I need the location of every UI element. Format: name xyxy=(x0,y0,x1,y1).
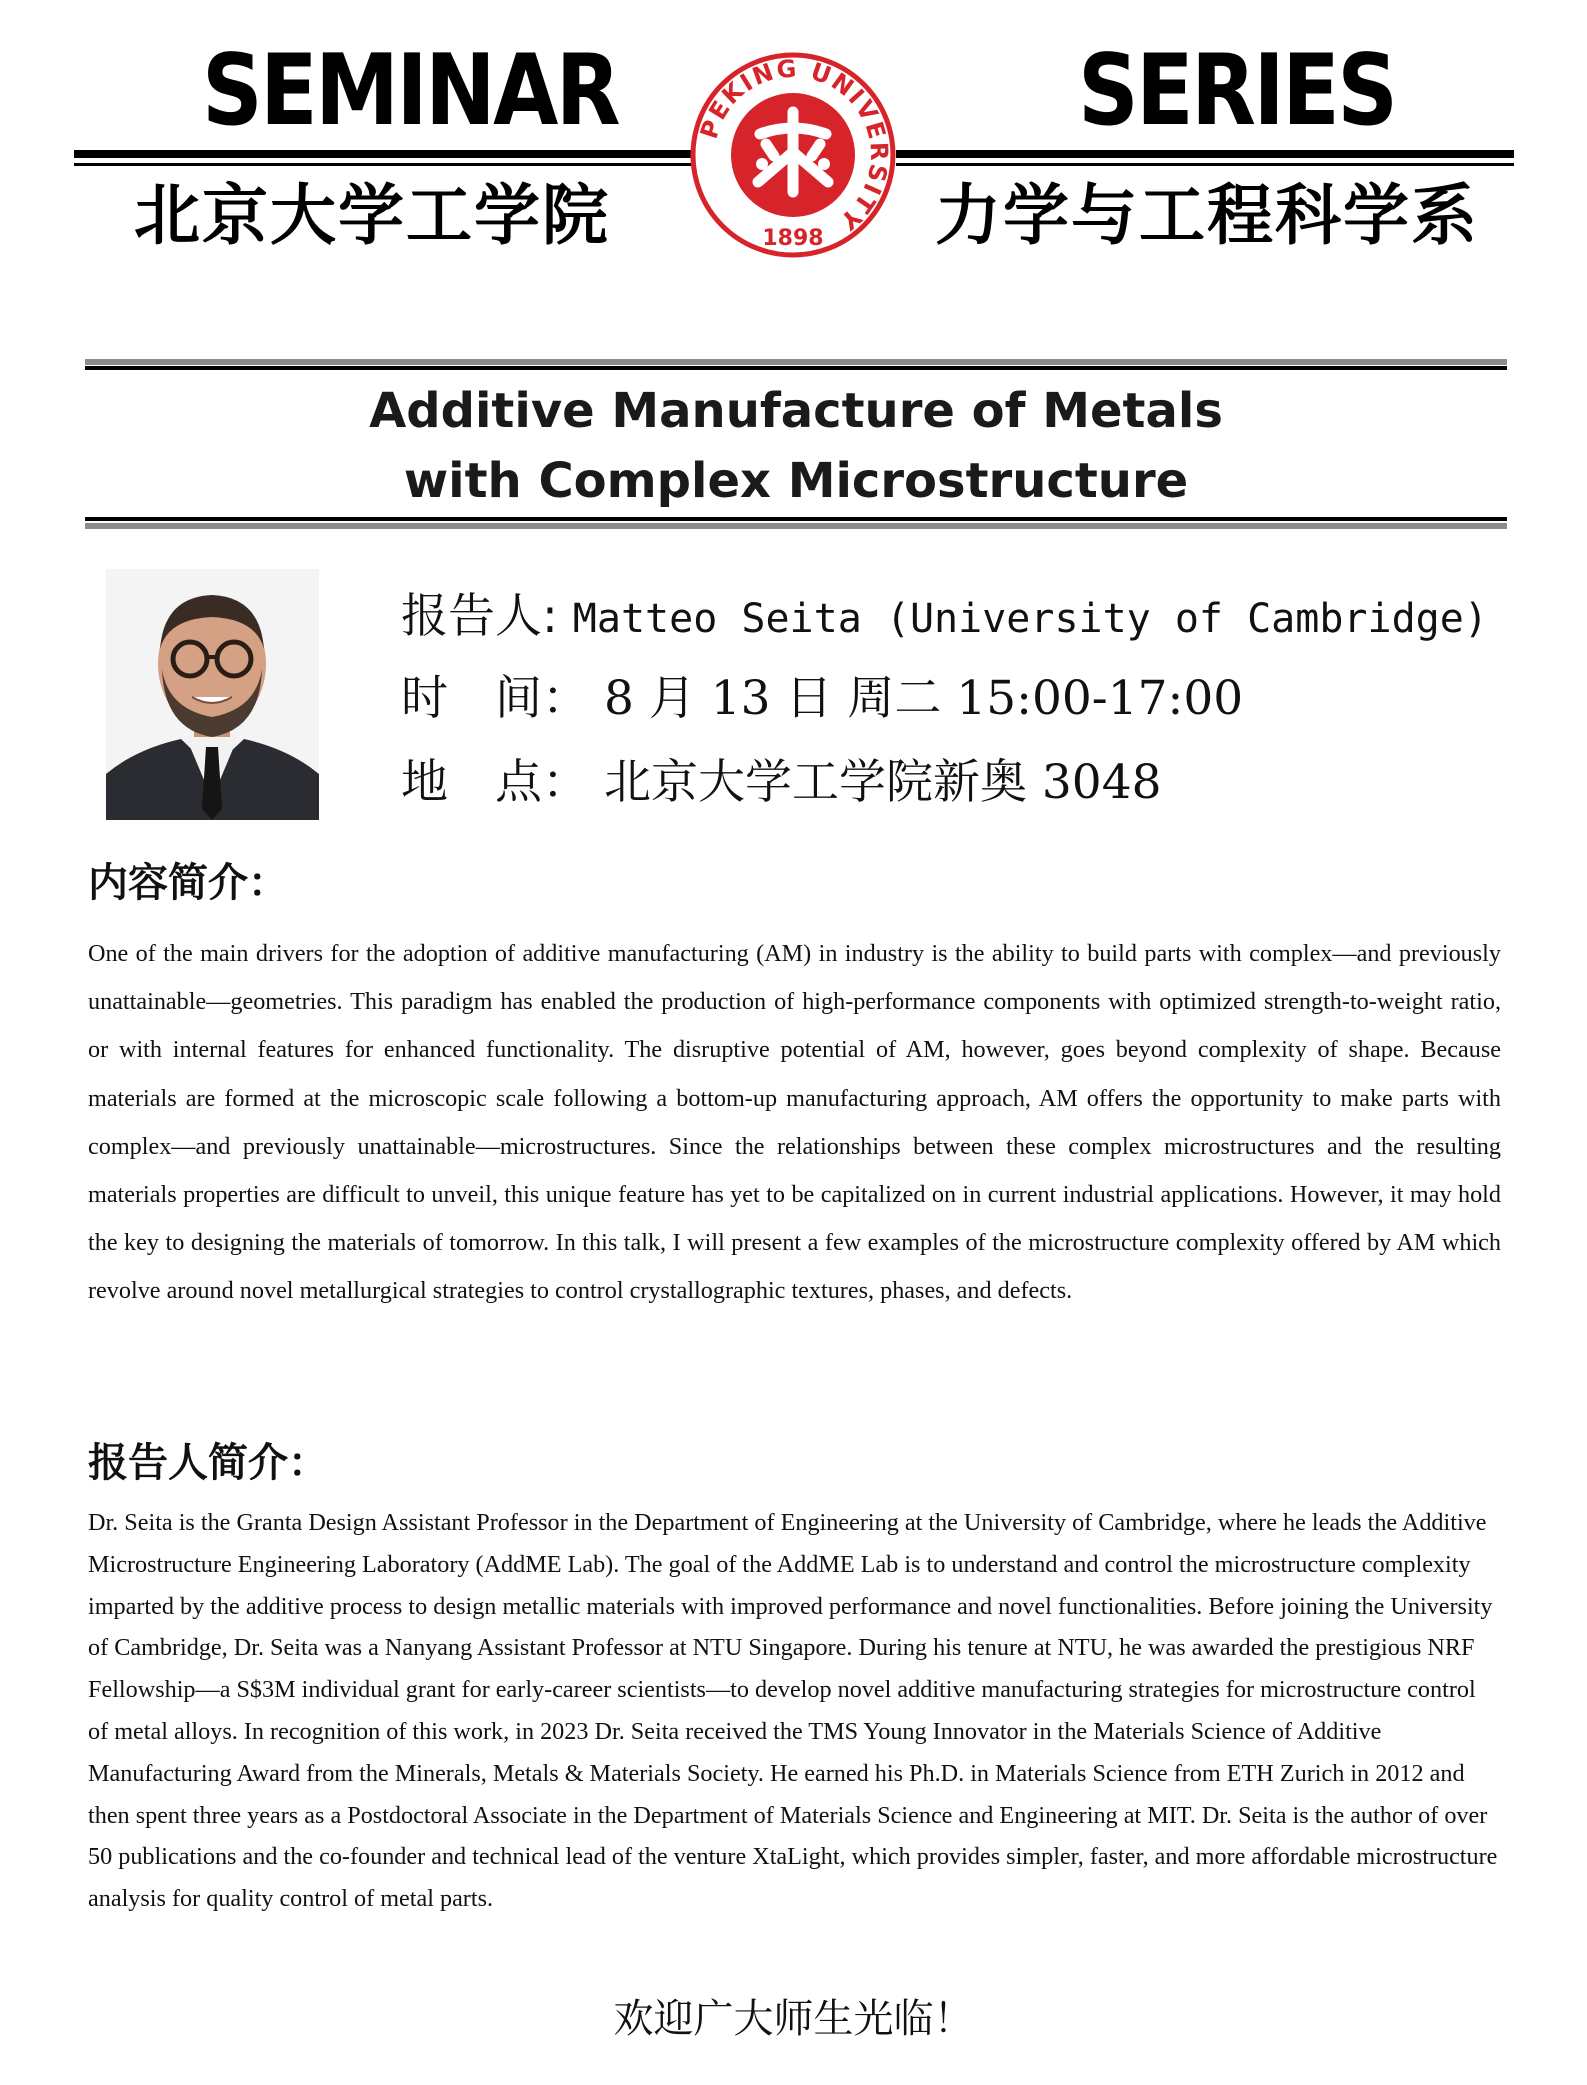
place-label: 地 点： xyxy=(401,755,589,810)
seminar-word: SEMINAR xyxy=(202,34,619,148)
time-label: 时 间： xyxy=(401,671,589,726)
header-rule-right-thin xyxy=(896,163,1514,166)
talk-title-line2: with Complex Microstructure xyxy=(403,453,1189,509)
welcome-line: 欢迎广大师生光临！ xyxy=(613,1996,974,2042)
series-word: SERIES xyxy=(1078,34,1396,148)
header-rule-left-thick xyxy=(74,150,692,158)
speaker-line xyxy=(401,589,1488,644)
logo-year: 1898 xyxy=(762,226,824,251)
abstract-text: One of the main drivers for the adoption of additive manufacturing (AM) in industry is the ability to build parts with complex—and previously unattainable—geometries. This paradigm has enabled the production of high-performance components with optimized strength-to-weight ratio, or with internal features for enhanced functionality. The disruptive potential of AM, however, goes beyond complexity of shape. Because materials are formed at the microscopic scale following a bottom-up manufacturing approach, AM offers the opportunity to make parts with complex—and previously unattainable—microstructures. Since the relationships between these complex microstructures and the resulting materials properties are difficult to unveil, this unique feature has yet to be capitalized on in current industrial applications. However, it may hold the key to designing the materials of tomorrow. In this talk, I will present a few examples of the microstructure complexity offered by AM which revolve around novel metallurgical strategies to control crystallographic textures, phases, and defects. xyxy=(88,940,1501,1305)
speaker-portrait-icon xyxy=(106,569,319,820)
talk-title-line1: Additive Manufacture of Metals xyxy=(369,383,1223,439)
talk-title xyxy=(85,376,1507,516)
abstract-heading: 内容简介： xyxy=(88,860,288,906)
speaker-photo xyxy=(106,569,319,820)
title-bar-top xyxy=(85,359,1507,365)
college-name: 北京大学工学院 xyxy=(134,177,610,254)
title-bar-bottom xyxy=(85,523,1507,529)
bio-text: Dr. Seita is the Granta Design Assistant Professor in the Department of Engineering at the University of Cambridge, where he leads the Additive Microstructure Engineering Laboratory (AddME Lab). The goal of the AddME Lab is to understand and control the microstructure complexity imparted by the additive process to design metallic materials with improved performance and novel functionalities. Before joining the University of Cambridge, Dr. Seita was a Nanyang Assistant Professor at NTU Singapore. During his tenure at NTU, he was awarded the prestigious NRF Fellowship—a S$3M individual grant for early-career scientists—to develop novel additive manufacturing strategies for microstructure control of metal alloys. In recognition of this work, in 2023 Dr. Seita received the TMS Young Innovator in the Materials Science of Additive Manufacturing Award from the Minerals, Metals & Materials Society. He earned his Ph.D. in Materials Science from ETH Zurich in 2012 and then spent three years as a Postdoctoral Associate in the Department of Materials Science and Engineering at MIT. Dr. Seita is the author of over 50 publications and the co-founder and technical lead of the venture XtaLight, which provides simpler, faster, and more affordable microstructure analysis for quality control of metal parts. xyxy=(88,1509,1498,1913)
department-name: 力学与工程科学系 xyxy=(935,177,1479,254)
peking-university-logo-icon xyxy=(690,52,896,258)
place-line xyxy=(401,755,1162,810)
time-value: 8 月 13 日 周二 15:00-17:00 xyxy=(603,671,1244,726)
header-rule-right-thick xyxy=(896,150,1514,158)
bio-heading: 报告人简介： xyxy=(88,1440,328,1486)
speaker-label: 报告人: xyxy=(401,589,558,644)
title-bar-bottom-line xyxy=(85,517,1507,521)
header-rule-left-thin xyxy=(74,163,692,166)
title-bar-top-line xyxy=(85,366,1507,370)
place-value: 北京大学工学院新奥 3048 xyxy=(603,755,1162,810)
logo-ring-text: PEKING UNIVERSITY xyxy=(694,54,894,237)
time-line xyxy=(401,671,1244,726)
speaker-value: Matteo Seita (University of Cambridge) xyxy=(572,596,1488,642)
